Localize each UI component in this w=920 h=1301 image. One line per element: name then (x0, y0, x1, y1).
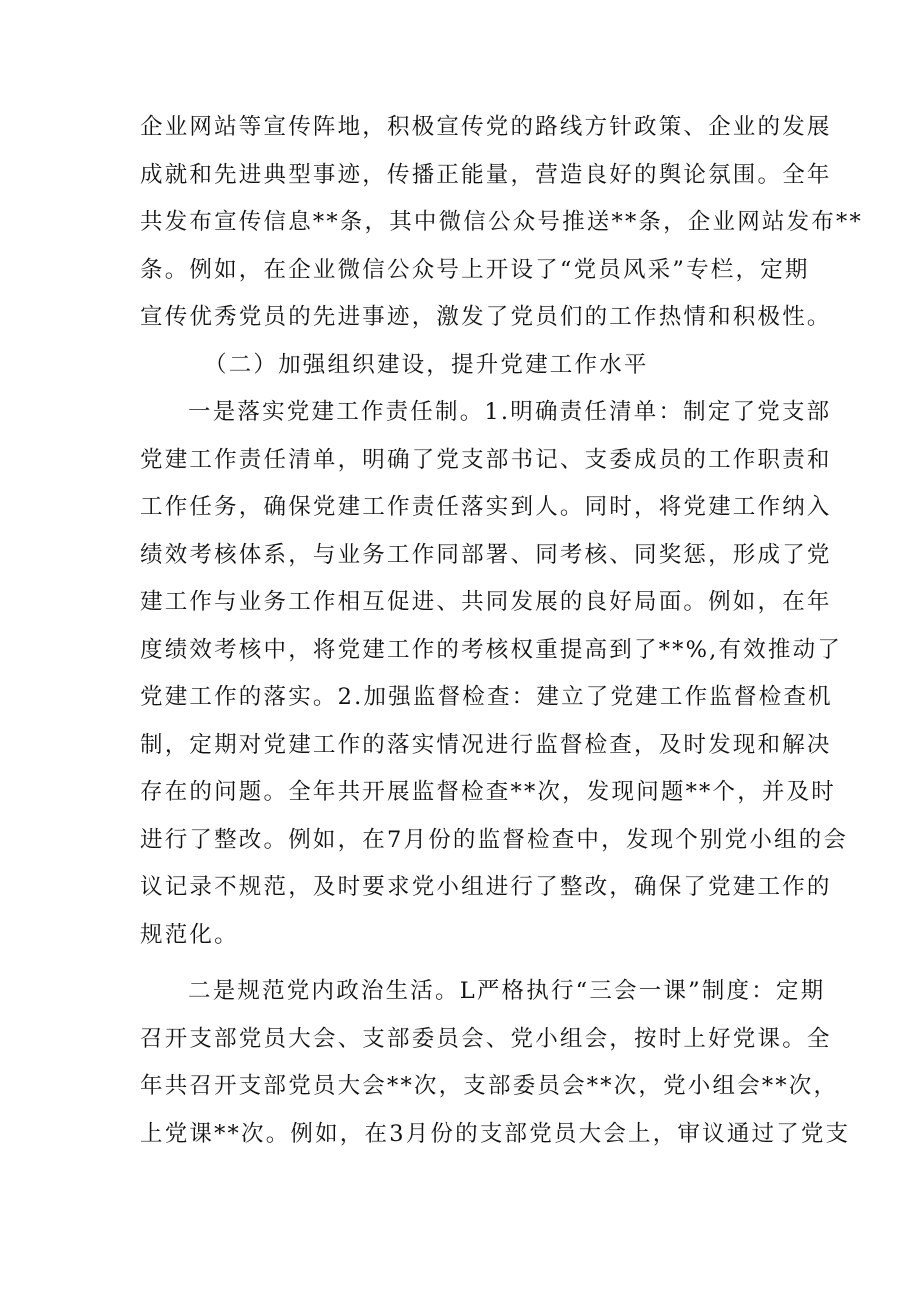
text-line: 党建工作的落实。2.加强监督检查：建立了党建工作监督检查机 (140, 684, 833, 710)
text-line: 宣传优秀党员的先进事迹，激发了党员们的工作热情和积极性。 (140, 304, 832, 330)
text-line: 成就和先进典型事迹，传播正能量，营造良好的舆论氛围。全年 (140, 161, 832, 188)
section-heading: （二）加强组织建设，提升党建工作水平 (204, 351, 649, 378)
text-line: 制，定期对党建工作的落实情况进行监督检查，及时发现和解决 (140, 731, 832, 758)
text-line: 建工作与业务工作相互促进、共同发展的良好局面。例如，在年 (140, 589, 832, 615)
paragraph-gap (140, 959, 800, 968)
text-line: 存在的问题。全年共开展监督检查**次，发现问题**个，并及时 (140, 779, 837, 805)
text-line: 规范化。 (140, 921, 239, 948)
paragraph-start-line: 一是落实党建工作责任制。1.明确责任清单：制定了党支部 (188, 399, 832, 425)
text-line: 条。例如，在企业微信公众号上开设了“党员风采”专栏，定期 (140, 256, 810, 283)
text-line: 进行了整改。例如，在7月份的监督检查中，发现个别党小组的会 (140, 826, 849, 853)
text-line: 绩效考核体系，与业务工作同部署、同考核、同奖惩，形成了党 (140, 541, 832, 568)
text-line: 党建工作责任清单，明确了党支部书记、支委成员的工作职责和 (140, 446, 832, 473)
paragraph-start-line: 二是规范党内政治生活。L严格执行“三会一课”制度：定期 (188, 978, 826, 1004)
text-line: 召开支部党员大会、支部委员会、党小组会，按时上好党课。全 (140, 1025, 832, 1052)
text-line: 共发布宣传信息**条，其中微信公众号推送**条，企业网站发布** (140, 209, 863, 235)
text-line: 工作任务，确保党建工作责任落实到人。同时，将党建工作纳入 (140, 494, 832, 520)
text-line: 企业网站等宣传阵地，积极宣传党的路线方针政策、企业的发展 (140, 114, 832, 140)
document-body (140, 104, 863, 1158)
text-line: 议记录不规范，及时要求党小组进行了整改，确保了党建工作的 (140, 874, 832, 900)
text-line: 年共召开支部党员大会**次，支部委员会**次，党小组会**次， (140, 1073, 839, 1099)
text-line: 度绩效考核中，将党建工作的考核权重提高到了**%,有效推动了 (140, 636, 843, 663)
text-line: 上党课**次。例如，在3月份的支部党员大会上，审议通过了党支 (140, 1120, 851, 1147)
